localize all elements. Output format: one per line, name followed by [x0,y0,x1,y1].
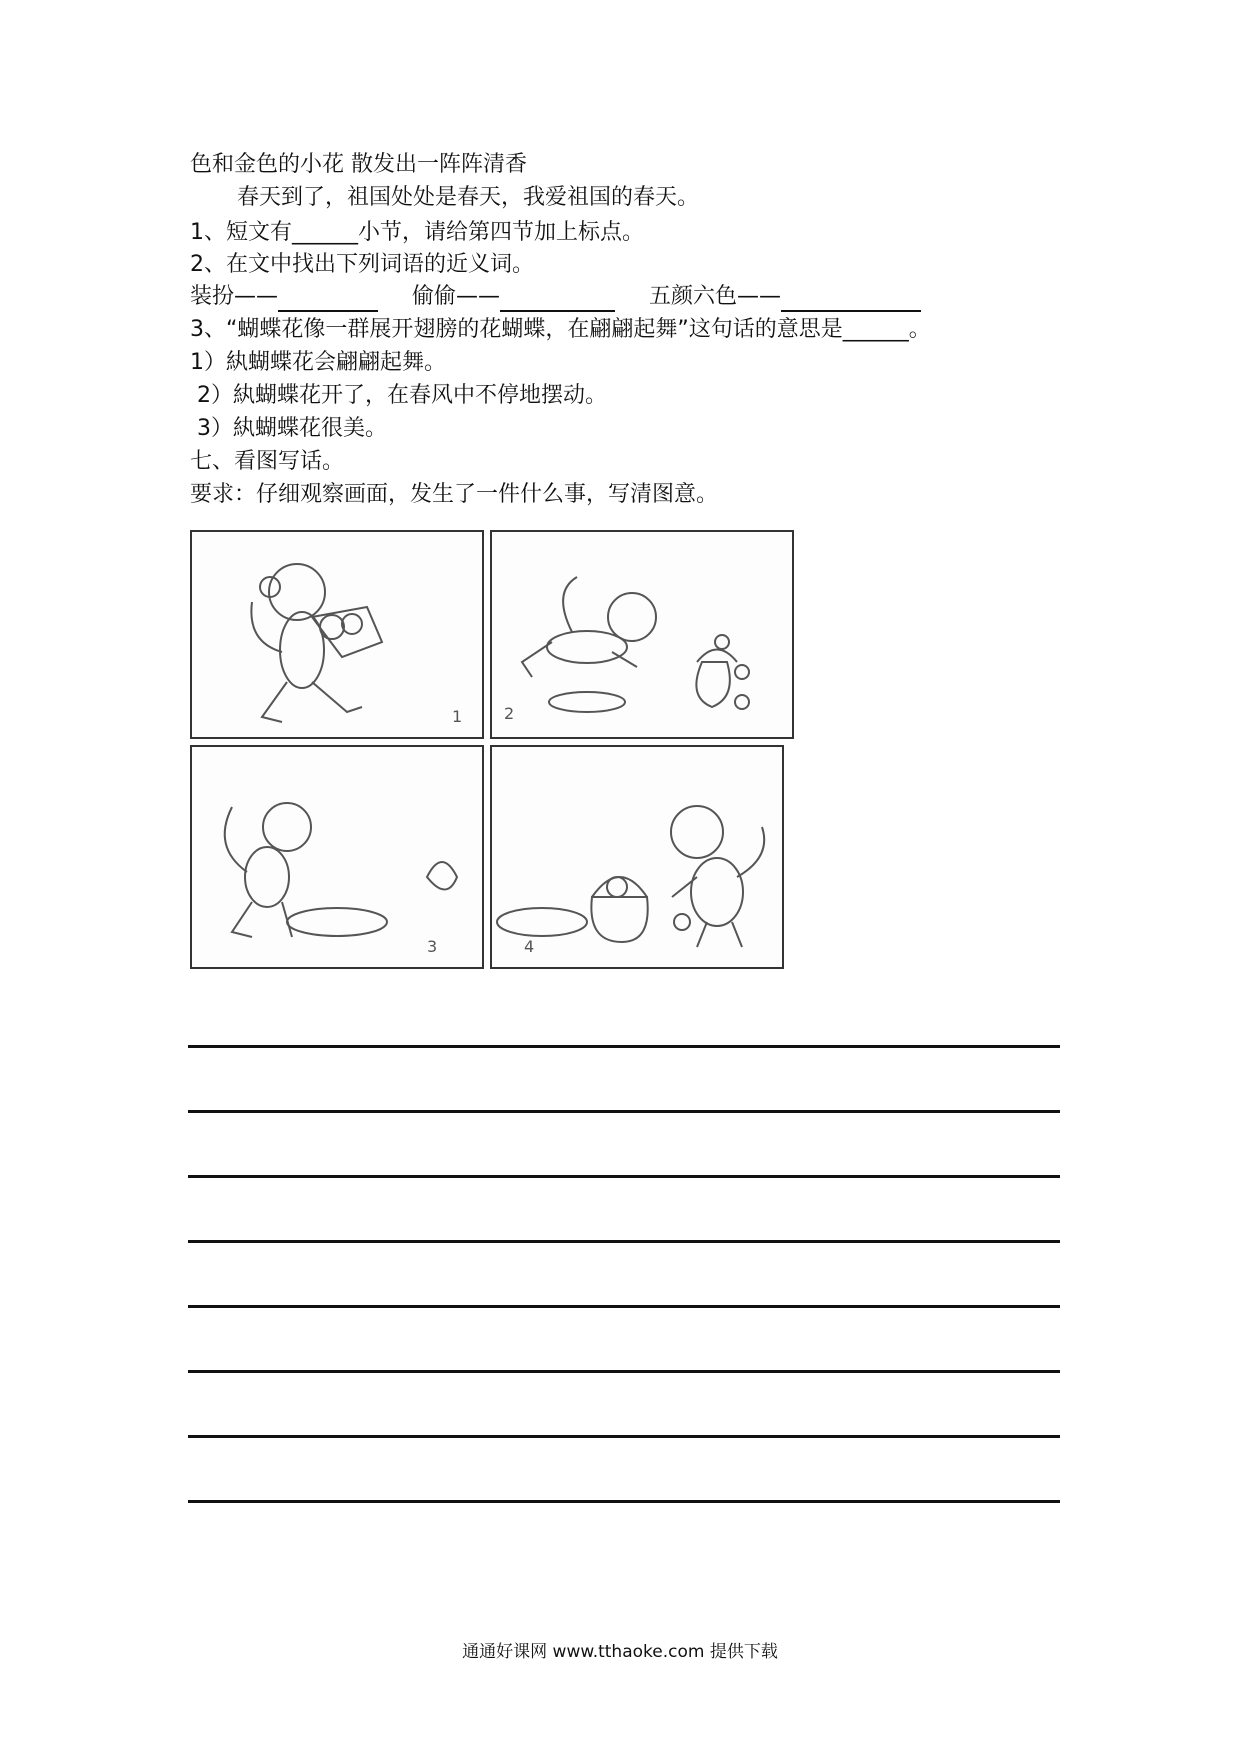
question-3-prompt: 3、“蝴蝶花像一群展开翅膀的花蝴蝶，在翩翩起舞”这句话的意思是______。 [190,317,931,342]
synonym-blank-1[interactable] [278,286,378,312]
question-3-option-2: 2）紈蝴蝶花开了，在春风中不停地摆动。 [197,383,607,408]
writing-line[interactable] [188,1500,1060,1503]
monkey-with-basket-illustration [492,747,782,967]
synonym-word-3: 五颜六色—— [649,284,782,309]
passage-final-paragraph: 春天到了，祖国处处是春天，我爱祖国的春天。 [237,185,700,210]
monkey-carrying-basket-illustration [192,532,482,737]
question-3-option-3: 3）紈蝴蝶花很美。 [197,416,387,441]
writing-line[interactable] [188,1370,1060,1373]
panel-number: 2 [504,704,515,723]
synonym-word-2: 偷偷—— [412,284,501,309]
writing-line[interactable] [188,1110,1060,1113]
synonym-word-1: 装扮—— [190,284,279,309]
comic-panel-2 [490,530,794,739]
comic-panel-1 [190,530,484,739]
monkey-tripping-illustration [492,532,792,737]
writing-line[interactable] [188,1240,1060,1243]
writing-line[interactable] [188,1435,1060,1438]
question-2-prompt: 2、在文中找出下列词语的近义词。 [190,252,534,277]
synonym-blank-3[interactable] [781,286,921,312]
panel-number: 1 [452,707,463,726]
comic-panel-3 [190,745,484,969]
writing-line[interactable] [188,1305,1060,1308]
monkey-at-empty-lid-illustration [192,747,482,967]
panel-number: 3 [427,937,438,956]
writing-line[interactable] [188,1045,1060,1048]
synonym-blank-2[interactable] [500,286,615,312]
question-1: 1、短文有______小节，请给第四节加上标点。 [190,220,644,245]
writing-line[interactable] [188,1175,1060,1178]
comic-panel-4 [490,745,784,969]
section-7-title: 七、看图写话。 [190,449,345,474]
panel-number: 4 [524,937,535,956]
question-3-option-1: 1）紈蝴蝶花会翩翩起舞。 [190,350,446,375]
passage-line: 色和金色的小花 散发出一阵阵清香 [190,152,527,177]
section-7-requirement: 要求：仔细观察画面，发生了一件什么事，写清图意。 [190,482,719,507]
question-2-words [190,282,921,312]
page-footer: 通通好课网 www.tthaoke.com 提供下载 [462,1642,778,1662]
